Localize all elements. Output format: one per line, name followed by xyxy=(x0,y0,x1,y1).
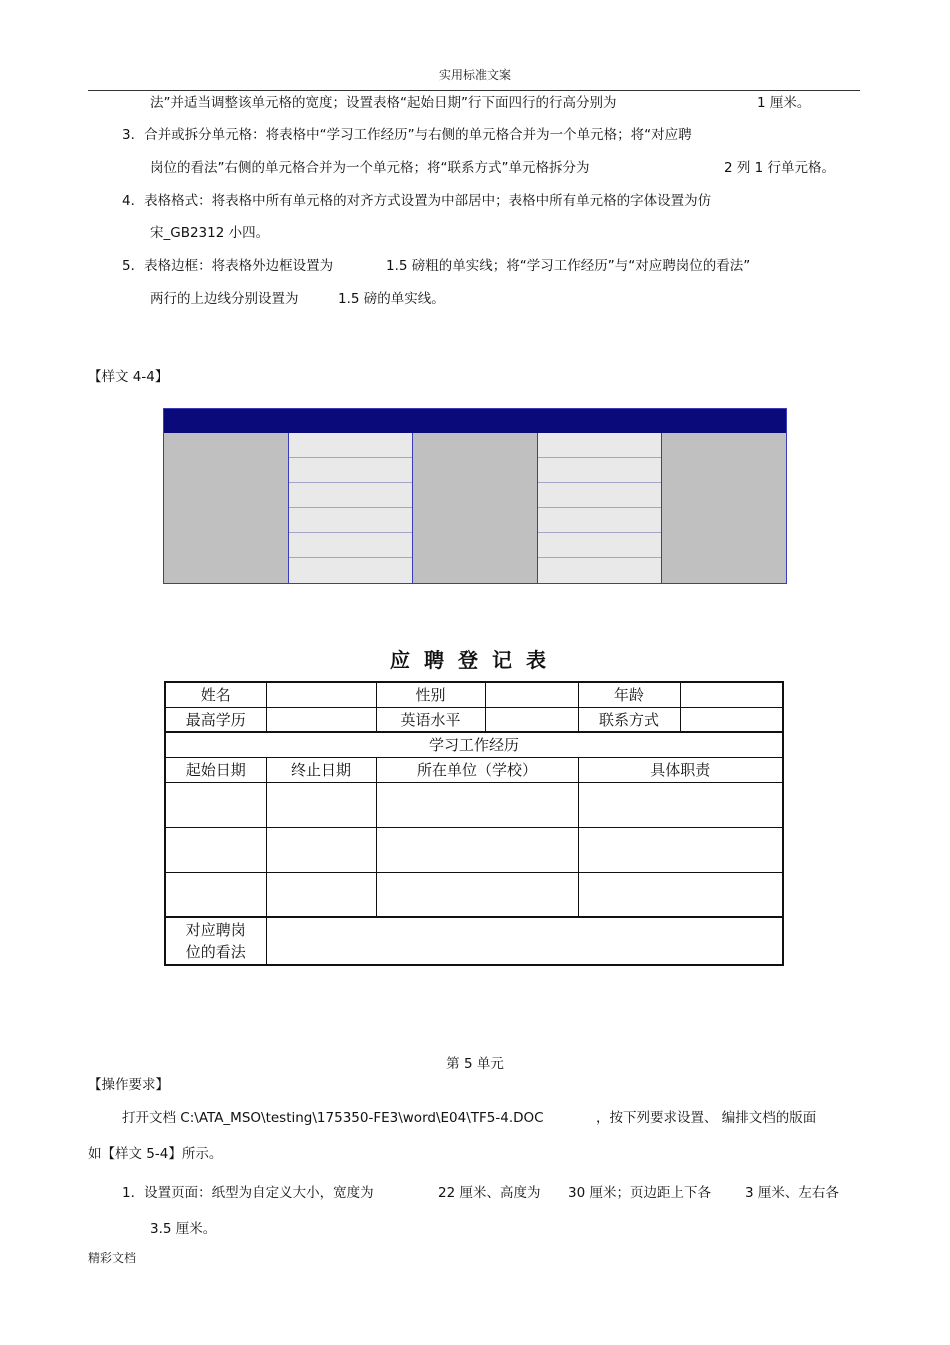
instruction-tail: 2 列 1 行单元格。 xyxy=(724,160,836,176)
instruction-line-5 xyxy=(122,257,333,275)
form-title: 应聘登记表 xyxy=(390,648,560,672)
sample-column xyxy=(164,433,289,583)
table-cell xyxy=(266,782,376,827)
table-cell xyxy=(376,782,578,827)
table-row xyxy=(165,827,783,872)
table-row xyxy=(165,707,783,732)
table-style-sample xyxy=(163,408,787,584)
column-header-end-date: 终止日期 xyxy=(266,757,376,782)
instruction-line-4b: 宋_GB2312 小四。 xyxy=(150,225,270,241)
table-row xyxy=(165,732,783,757)
instruction-line-4 xyxy=(122,192,711,210)
table-row xyxy=(165,757,783,782)
unit-step-1-width: 22 厘米、高度为 xyxy=(438,1185,541,1201)
opinion-label: 对应聘岗位的看法 xyxy=(185,921,246,961)
unit-intro-line2: 如【样文 5-4】所示。 xyxy=(88,1146,223,1162)
age-label: 年龄 xyxy=(578,682,680,707)
instruction-text: 法”并适当调整该单元格的宽度；设置表格“起始日期”行下面四行的行高分别为 xyxy=(150,95,617,111)
gender-value xyxy=(485,682,578,707)
section-title: 学习工作经历 xyxy=(165,732,783,757)
unit-step-1: 1．设置页面：纸型为自定义大小，宽度为 xyxy=(122,1185,374,1201)
gender-label: 性别 xyxy=(376,682,485,707)
table-cell xyxy=(376,827,578,872)
english-value xyxy=(485,707,578,732)
table-cell xyxy=(578,782,783,827)
table-cell xyxy=(266,827,376,872)
column-header-start-date: 起始日期 xyxy=(165,757,266,782)
application-form-table xyxy=(164,681,784,966)
sample-column xyxy=(413,433,538,583)
unit-step-1-height: 30 厘米；页边距上下各 xyxy=(568,1185,711,1201)
age-value xyxy=(680,682,783,707)
unit-title: 第 5 单元 xyxy=(446,1056,504,1072)
unit-step-1-line2: 3.5 厘米。 xyxy=(150,1221,217,1237)
page-header: 实用标准文案 xyxy=(438,68,511,82)
table-row xyxy=(165,917,783,965)
table-row xyxy=(165,682,783,707)
instruction-line-1 xyxy=(150,94,616,112)
unit-intro-tail: ，按下列要求设置、 编排文档的版面 xyxy=(596,1110,817,1126)
instruction-line-5b: 两行的上边线分别设置为 xyxy=(150,291,299,307)
sample-header-bar xyxy=(164,409,786,433)
table-cell xyxy=(266,872,376,917)
unit-heading: 【操作要求】 xyxy=(88,1077,169,1093)
contact-value xyxy=(680,707,783,732)
table-row xyxy=(165,872,783,917)
contact-label: 联系方式 xyxy=(578,707,680,732)
table-row xyxy=(165,782,783,827)
english-label: 英语水平 xyxy=(376,707,485,732)
unit-intro: 打开文档 C:\ATA_MSO\testing\175350-FE3\word\E04\TF5-4.DOC xyxy=(122,1110,544,1126)
unit-step-1-margin: 3 厘米、左右各 xyxy=(745,1185,839,1201)
opinion-label-cell xyxy=(165,917,266,965)
table-cell xyxy=(165,872,266,917)
sample-label: 【样文 4-4】 xyxy=(88,369,169,385)
opinion-value xyxy=(266,917,783,965)
column-header-unit: 所在单位（学校） xyxy=(376,757,578,782)
column-header-duties: 具体职责 xyxy=(578,757,783,782)
table-cell xyxy=(165,782,266,827)
instruction-text: 表格边框：将表格外边框设置为 xyxy=(144,258,334,274)
header-rule xyxy=(88,90,860,91)
instruction-line-3 xyxy=(122,126,692,144)
instruction-text: 表格格式：将表格中所有单元格的对齐方式设置为中部居中；表格中所有单元格的字体设置为仿 xyxy=(144,193,712,209)
table-cell xyxy=(578,827,783,872)
table-cell xyxy=(165,827,266,872)
education-value xyxy=(266,707,376,732)
instruction-number: 4． xyxy=(122,193,145,209)
instruction-mid: 1.5 磅粗的单实线；将“学习工作经历”与“对应聘岗位的看法” xyxy=(386,258,751,274)
instruction-number: 5． xyxy=(122,258,145,274)
name-value xyxy=(266,682,376,707)
sample-column xyxy=(538,433,662,583)
education-label: 最高学历 xyxy=(165,707,266,732)
sample-column xyxy=(289,433,413,583)
table-cell xyxy=(376,872,578,917)
name-label: 姓名 xyxy=(165,682,266,707)
instruction-number: 3． xyxy=(122,127,145,143)
instruction-tail: 1.5 磅的单实线。 xyxy=(338,291,445,307)
table-cell xyxy=(578,872,783,917)
instruction-line-3b: 岗位的看法”右侧的单元格合并为一个单元格；将“联系方式”单元格拆分为 xyxy=(150,160,590,176)
sample-column xyxy=(662,433,786,583)
instruction-text: 合并或拆分单元格：将表格中“学习工作经历”与右侧的单元格合并为一个单元格；将“对应聘 xyxy=(144,127,692,143)
instruction-tail: 1 厘米。 xyxy=(757,95,811,111)
page-footer: 精彩文档 xyxy=(88,1251,137,1265)
